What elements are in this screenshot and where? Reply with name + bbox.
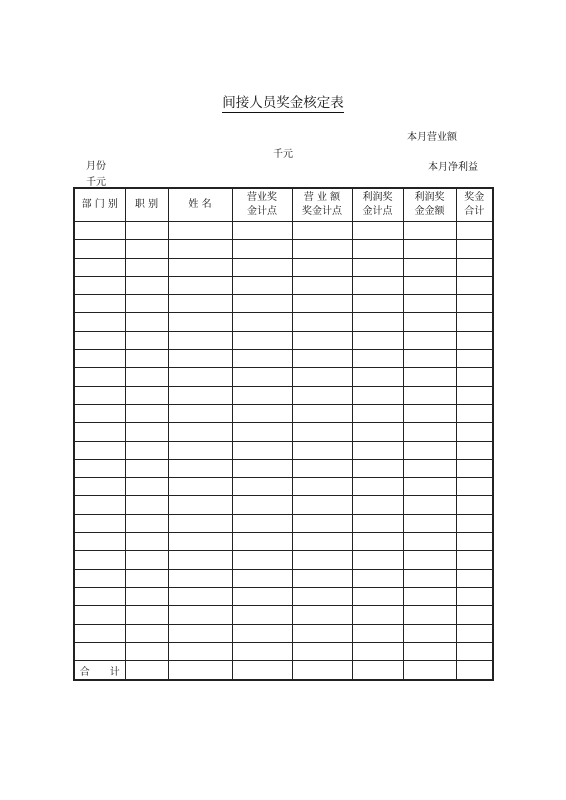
- table-cell[interactable]: [456, 569, 493, 587]
- table-cell[interactable]: [74, 478, 125, 496]
- table-cell[interactable]: [125, 441, 168, 459]
- table-cell[interactable]: [456, 240, 493, 258]
- table-cell[interactable]: [456, 386, 493, 404]
- header-position: 职 别: [125, 188, 168, 222]
- table-cell[interactable]: [232, 551, 292, 569]
- table-cell[interactable]: [74, 295, 125, 313]
- table-row: [74, 569, 493, 587]
- table-cell[interactable]: [125, 587, 168, 605]
- table-cell[interactable]: [74, 258, 125, 276]
- table-cell[interactable]: [125, 313, 168, 331]
- table-cell[interactable]: [456, 624, 493, 642]
- table-cell[interactable]: [125, 569, 168, 587]
- bonus-table: [73, 187, 494, 681]
- header-profit-bonus-points: 利润奖 金计点: [352, 188, 403, 222]
- table-cell[interactable]: [232, 459, 292, 477]
- table-cell[interactable]: [292, 386, 352, 404]
- revenue-unit-label: 千元: [273, 149, 293, 160]
- table-cell[interactable]: [292, 533, 352, 551]
- table-cell[interactable]: [352, 587, 403, 605]
- table-cell[interactable]: [125, 661, 168, 681]
- table-cell[interactable]: [292, 295, 352, 313]
- table-cell[interactable]: [168, 459, 232, 477]
- table-cell[interactable]: [168, 441, 232, 459]
- table-cell[interactable]: [403, 258, 456, 276]
- table-cell[interactable]: [352, 368, 403, 386]
- table-cell[interactable]: [74, 514, 125, 532]
- table-cell[interactable]: [456, 441, 493, 459]
- table-cell[interactable]: [352, 331, 403, 349]
- table-cell[interactable]: [168, 514, 232, 532]
- table-cell[interactable]: [456, 222, 493, 240]
- table-cell[interactable]: [352, 459, 403, 477]
- table-cell[interactable]: [456, 295, 493, 313]
- table-cell[interactable]: [456, 313, 493, 331]
- table-cell[interactable]: [125, 295, 168, 313]
- table-cell[interactable]: [456, 404, 493, 422]
- table-cell[interactable]: [456, 423, 493, 441]
- table-cell[interactable]: [168, 661, 232, 681]
- table-row: [74, 514, 493, 532]
- table-cell[interactable]: [232, 624, 292, 642]
- table-row: [74, 276, 493, 294]
- table-cell[interactable]: [352, 569, 403, 587]
- table-cell[interactable]: [352, 423, 403, 441]
- table-cell[interactable]: [168, 222, 232, 240]
- table-row: [74, 423, 493, 441]
- table-row: [74, 459, 493, 477]
- header-profit-bonus-amount: 利润奖 金金额: [403, 188, 456, 222]
- table-cell[interactable]: [292, 661, 352, 681]
- table-cell[interactable]: [352, 661, 403, 681]
- table-cell[interactable]: [74, 222, 125, 240]
- table-cell[interactable]: [403, 496, 456, 514]
- monthly-net-profit-label: 本月净利益: [428, 162, 478, 173]
- table-cell[interactable]: [125, 606, 168, 624]
- table-cell[interactable]: [232, 222, 292, 240]
- table-cell[interactable]: [352, 441, 403, 459]
- header-bonus-total: 奖金 合计: [456, 188, 493, 222]
- table-cell[interactable]: [292, 478, 352, 496]
- table-cell[interactable]: [232, 441, 292, 459]
- table-cell[interactable]: [74, 240, 125, 258]
- table-cell[interactable]: [125, 533, 168, 551]
- table-cell[interactable]: [352, 295, 403, 313]
- table-cell[interactable]: [456, 587, 493, 605]
- table-cell[interactable]: [456, 276, 493, 294]
- table-cell[interactable]: [74, 606, 125, 624]
- table-cell[interactable]: [292, 496, 352, 514]
- table-row: [74, 350, 493, 368]
- table-cell[interactable]: [456, 661, 493, 681]
- table-cell[interactable]: [125, 551, 168, 569]
- table-row: [74, 624, 493, 642]
- table-cell[interactable]: [292, 368, 352, 386]
- table-cell[interactable]: [456, 258, 493, 276]
- table-cell[interactable]: [232, 276, 292, 294]
- table-cell[interactable]: [403, 459, 456, 477]
- header-name: 姓 名: [168, 188, 232, 222]
- table-cell[interactable]: [74, 386, 125, 404]
- table-cell[interactable]: [403, 222, 456, 240]
- table-cell[interactable]: [292, 350, 352, 368]
- table-cell[interactable]: [403, 661, 456, 681]
- table-cell[interactable]: [352, 386, 403, 404]
- table-cell[interactable]: [125, 624, 168, 642]
- table-cell[interactable]: [352, 276, 403, 294]
- table-cell[interactable]: [403, 368, 456, 386]
- table-cell[interactable]: [125, 404, 168, 422]
- table-cell[interactable]: [292, 222, 352, 240]
- table-cell[interactable]: [456, 514, 493, 532]
- table-row: [74, 496, 493, 514]
- table-cell[interactable]: [456, 331, 493, 349]
- table-cell[interactable]: [125, 386, 168, 404]
- table-cell[interactable]: [168, 350, 232, 368]
- table-row: [74, 368, 493, 386]
- table-cell[interactable]: [125, 514, 168, 532]
- table-cell[interactable]: [168, 533, 232, 551]
- table-cell[interactable]: [403, 606, 456, 624]
- table-cell[interactable]: [168, 386, 232, 404]
- table-cell[interactable]: [168, 569, 232, 587]
- table-cell[interactable]: [352, 642, 403, 660]
- table-row: [74, 642, 493, 660]
- table-cell[interactable]: [168, 478, 232, 496]
- table-cell[interactable]: [352, 606, 403, 624]
- table-cell[interactable]: [352, 222, 403, 240]
- table-cell[interactable]: [403, 533, 456, 551]
- table-row: [74, 295, 493, 313]
- table-cell[interactable]: [232, 240, 292, 258]
- table-cell[interactable]: [168, 624, 232, 642]
- table-cell[interactable]: [456, 459, 493, 477]
- table-cell[interactable]: [125, 459, 168, 477]
- table-cell[interactable]: [168, 404, 232, 422]
- table-cell[interactable]: [352, 313, 403, 331]
- table-cell[interactable]: [232, 514, 292, 532]
- table-cell[interactable]: [125, 642, 168, 660]
- table-cell[interactable]: [232, 661, 292, 681]
- table-row: [74, 258, 493, 276]
- table-cell[interactable]: [352, 514, 403, 532]
- table-cell[interactable]: [168, 606, 232, 624]
- table-cell[interactable]: [232, 606, 292, 624]
- table-cell[interactable]: [352, 258, 403, 276]
- table-cell[interactable]: [168, 496, 232, 514]
- table-cell[interactable]: [125, 478, 168, 496]
- table-cell[interactable]: [168, 368, 232, 386]
- table-cell[interactable]: [403, 331, 456, 349]
- table-cell[interactable]: [232, 533, 292, 551]
- table-cell[interactable]: [403, 642, 456, 660]
- table-cell[interactable]: [232, 313, 292, 331]
- table-cell[interactable]: [74, 551, 125, 569]
- table-cell[interactable]: [168, 551, 232, 569]
- table-cell[interactable]: [232, 496, 292, 514]
- table-cell[interactable]: [74, 624, 125, 642]
- table-cell[interactable]: [456, 478, 493, 496]
- table-row: [74, 606, 493, 624]
- table-cell[interactable]: [74, 533, 125, 551]
- header-revenue-bonus-points: 营 业 额 奖金计点: [292, 188, 352, 222]
- table-cell[interactable]: [232, 350, 292, 368]
- table-cell[interactable]: [403, 441, 456, 459]
- table-cell[interactable]: [232, 569, 292, 587]
- table-cell[interactable]: [403, 350, 456, 368]
- table-cell[interactable]: [456, 642, 493, 660]
- table-cell[interactable]: [125, 276, 168, 294]
- table-row: [74, 331, 493, 349]
- table-cell[interactable]: [292, 441, 352, 459]
- table-cell[interactable]: [74, 569, 125, 587]
- table-row: [74, 587, 493, 605]
- table-cell[interactable]: [74, 368, 125, 386]
- table-cell[interactable]: [125, 350, 168, 368]
- profit-unit-label: 千元: [86, 177, 106, 188]
- table-row: [74, 441, 493, 459]
- table-row: [74, 386, 493, 404]
- table-cell[interactable]: [403, 295, 456, 313]
- table-body: [74, 222, 493, 661]
- table-cell[interactable]: [403, 551, 456, 569]
- table-cell[interactable]: [352, 404, 403, 422]
- table-row: [74, 222, 493, 240]
- table-cell[interactable]: [456, 551, 493, 569]
- table-cell[interactable]: [352, 240, 403, 258]
- table-cell[interactable]: [352, 533, 403, 551]
- table-cell[interactable]: [168, 423, 232, 441]
- table-cell[interactable]: [292, 514, 352, 532]
- table-cell[interactable]: [292, 423, 352, 441]
- table-cell[interactable]: [168, 642, 232, 660]
- table-cell[interactable]: [74, 331, 125, 349]
- table-cell[interactable]: [232, 404, 292, 422]
- table-cell[interactable]: [74, 441, 125, 459]
- table-cell[interactable]: [168, 313, 232, 331]
- table-row: [74, 404, 493, 422]
- table-cell[interactable]: [403, 569, 456, 587]
- table-cell[interactable]: [403, 478, 456, 496]
- table-cell[interactable]: [74, 642, 125, 660]
- table-cell[interactable]: [125, 222, 168, 240]
- table-cell[interactable]: [232, 587, 292, 605]
- table-row: [74, 240, 493, 258]
- header-sales-bonus-points: 营业奖 金计点: [232, 188, 292, 222]
- table-cell[interactable]: [403, 624, 456, 642]
- table-cell[interactable]: [74, 276, 125, 294]
- table-cell[interactable]: [456, 533, 493, 551]
- document-title: 间接人员奖金核定表: [222, 95, 344, 111]
- table-cell[interactable]: [403, 587, 456, 605]
- table-cell[interactable]: [74, 313, 125, 331]
- table-cell[interactable]: [403, 423, 456, 441]
- table-cell[interactable]: [292, 624, 352, 642]
- table-cell[interactable]: [232, 258, 292, 276]
- table-cell[interactable]: [74, 587, 125, 605]
- table-cell[interactable]: [232, 295, 292, 313]
- table-cell[interactable]: [74, 404, 125, 422]
- table-cell[interactable]: [292, 240, 352, 258]
- table-cell[interactable]: [74, 423, 125, 441]
- table-cell[interactable]: [168, 258, 232, 276]
- table-cell[interactable]: [292, 276, 352, 294]
- table-cell[interactable]: [125, 423, 168, 441]
- table-cell[interactable]: [352, 624, 403, 642]
- table-cell[interactable]: [125, 240, 168, 258]
- table-cell[interactable]: [168, 295, 232, 313]
- table-cell[interactable]: [168, 276, 232, 294]
- table-cell[interactable]: [403, 276, 456, 294]
- table-cell[interactable]: [232, 368, 292, 386]
- table-row: [74, 533, 493, 551]
- table-cell[interactable]: [403, 404, 456, 422]
- table-cell[interactable]: [292, 569, 352, 587]
- table-cell[interactable]: [125, 331, 168, 349]
- table-cell[interactable]: [403, 514, 456, 532]
- table-row: [74, 478, 493, 496]
- table-row: [74, 551, 493, 569]
- table-cell[interactable]: [456, 368, 493, 386]
- table-cell[interactable]: [403, 240, 456, 258]
- table-cell[interactable]: [168, 240, 232, 258]
- monthly-revenue-label: 本月营业额: [407, 132, 457, 143]
- table-cell[interactable]: [456, 496, 493, 514]
- table-cell[interactable]: [232, 478, 292, 496]
- table-cell[interactable]: [168, 587, 232, 605]
- table-cell[interactable]: [292, 551, 352, 569]
- table-cell[interactable]: [125, 368, 168, 386]
- table-cell[interactable]: [456, 350, 493, 368]
- table-cell[interactable]: [232, 423, 292, 441]
- table-cell[interactable]: [168, 331, 232, 349]
- table-cell[interactable]: [74, 350, 125, 368]
- total-label: 合 计: [74, 661, 125, 681]
- table-cell[interactable]: [403, 386, 456, 404]
- table-cell[interactable]: [292, 331, 352, 349]
- table-cell[interactable]: [125, 496, 168, 514]
- total-row: [74, 661, 493, 681]
- header-department: 部 门 别: [74, 188, 125, 222]
- table-row: [74, 313, 493, 331]
- table-cell[interactable]: [292, 404, 352, 422]
- month-label: 月份: [86, 161, 106, 172]
- table-header-row: [74, 188, 493, 222]
- table-cell[interactable]: [292, 642, 352, 660]
- table-cell[interactable]: [74, 459, 125, 477]
- table-cell[interactable]: [232, 386, 292, 404]
- table-cell[interactable]: [456, 606, 493, 624]
- table-cell[interactable]: [292, 258, 352, 276]
- table-cell[interactable]: [352, 350, 403, 368]
- table-cell[interactable]: [403, 313, 456, 331]
- table-cell[interactable]: [352, 551, 403, 569]
- table-cell[interactable]: [232, 642, 292, 660]
- table-cell[interactable]: [125, 258, 168, 276]
- table-cell[interactable]: [352, 478, 403, 496]
- table-cell[interactable]: [292, 587, 352, 605]
- table-cell[interactable]: [292, 313, 352, 331]
- table-cell[interactable]: [352, 496, 403, 514]
- table-cell[interactable]: [232, 331, 292, 349]
- table-cell[interactable]: [292, 459, 352, 477]
- table-cell[interactable]: [74, 496, 125, 514]
- table-cell[interactable]: [292, 606, 352, 624]
